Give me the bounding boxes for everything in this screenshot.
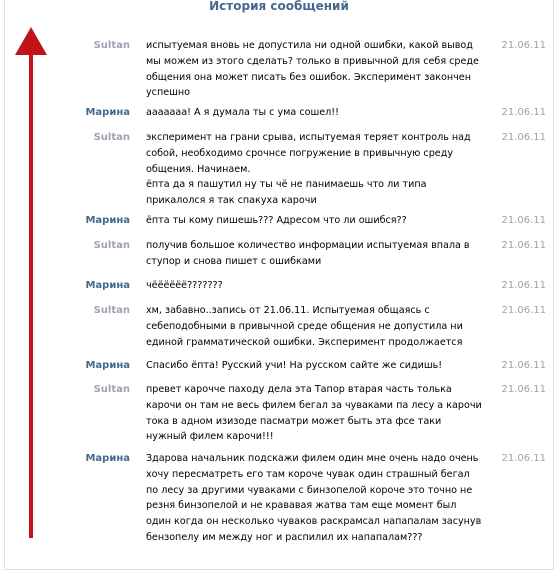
message-date: 21.06.11 bbox=[501, 215, 546, 226]
message-author[interactable]: Марина bbox=[85, 360, 130, 371]
message-text: Спасибо ёпта! Русский учи! На русском сайте же сидишь! bbox=[146, 360, 443, 371]
message-date: 21.06.11 bbox=[501, 280, 546, 291]
message-text: ааааааа! А я думала ты с ума сошел!! bbox=[146, 107, 339, 118]
page-title: История сообщений bbox=[209, 0, 349, 13]
message-text: хм, забавно..запись от 21.06.11. Испытуемая общаясь с себеподобными в привычной среде общения не допустила ни единой грамматической ошибки. Эксперимент продолжается bbox=[146, 305, 463, 348]
message-text: ёпта ты кому пишешь??? Адресом что ли ошибся?? bbox=[146, 215, 407, 226]
message-text: превет карочче паходу дела эта Тапор втарая часть толька карочи он там не весь филем бегал за чуваками па лесу а карочи тока в адном изизоде пасматри может быть эта фсе таки нужный филем карочи!!! bbox=[146, 384, 482, 443]
message-text: эксперимент на грани срыва, испытуемая теряет контроль над собой, необходимо срочнсе погружение в привычную среду общения. Начинаем. ёпта да я пашутил ну ты чё не панимаешь что ли типа прикалолся я так спакуха карочи bbox=[146, 132, 471, 207]
message-author[interactable]: Sultan bbox=[93, 40, 130, 51]
message-date: 21.06.11 bbox=[501, 40, 546, 51]
message-author[interactable]: Марина bbox=[85, 453, 130, 464]
message-text: Здарова начальник подскажи филем один мне очень надо очень хочу пересматреть его там короче чувак один страшный бегал по лесу за другими чуваками с бинзопелой короче это точно не резня бинзопелой и не крававая жатва там еще момент был один когда он несколько чуваков раскрамсал напапалам засунув бензопелу им между ног и распилил их напапалам??? bbox=[146, 453, 482, 543]
message-author[interactable]: Sultan bbox=[93, 384, 130, 395]
message-text: испытуемая вновь не допустила ни одной ошибки, какой вывод мы можем из этого сделать? только в привычной для себя среде общения она может писать без ошибок. Эксперимент закончен успешно bbox=[146, 40, 479, 99]
message-date: 21.06.11 bbox=[501, 107, 546, 118]
message-author[interactable]: Марина bbox=[85, 280, 130, 291]
message-date: 21.06.11 bbox=[501, 305, 546, 316]
message-date: 21.06.11 bbox=[501, 453, 546, 464]
message-date: 21.06.11 bbox=[501, 132, 546, 143]
message-author[interactable]: Sultan bbox=[93, 305, 130, 316]
message-date: 21.06.11 bbox=[501, 384, 546, 395]
message-text: получив большое количество информации испытуемая впала в ступор и снова пишет с ошибками bbox=[146, 240, 470, 267]
message-author[interactable]: Sultan bbox=[93, 240, 130, 251]
message-author[interactable]: Марина bbox=[85, 215, 130, 226]
message-date: 21.06.11 bbox=[501, 240, 546, 251]
message-author[interactable]: Марина bbox=[85, 107, 130, 118]
message-author[interactable]: Sultan bbox=[93, 132, 130, 143]
message-date: 21.06.11 bbox=[501, 360, 546, 371]
message-text: чёёёёёё??????? bbox=[146, 280, 223, 291]
